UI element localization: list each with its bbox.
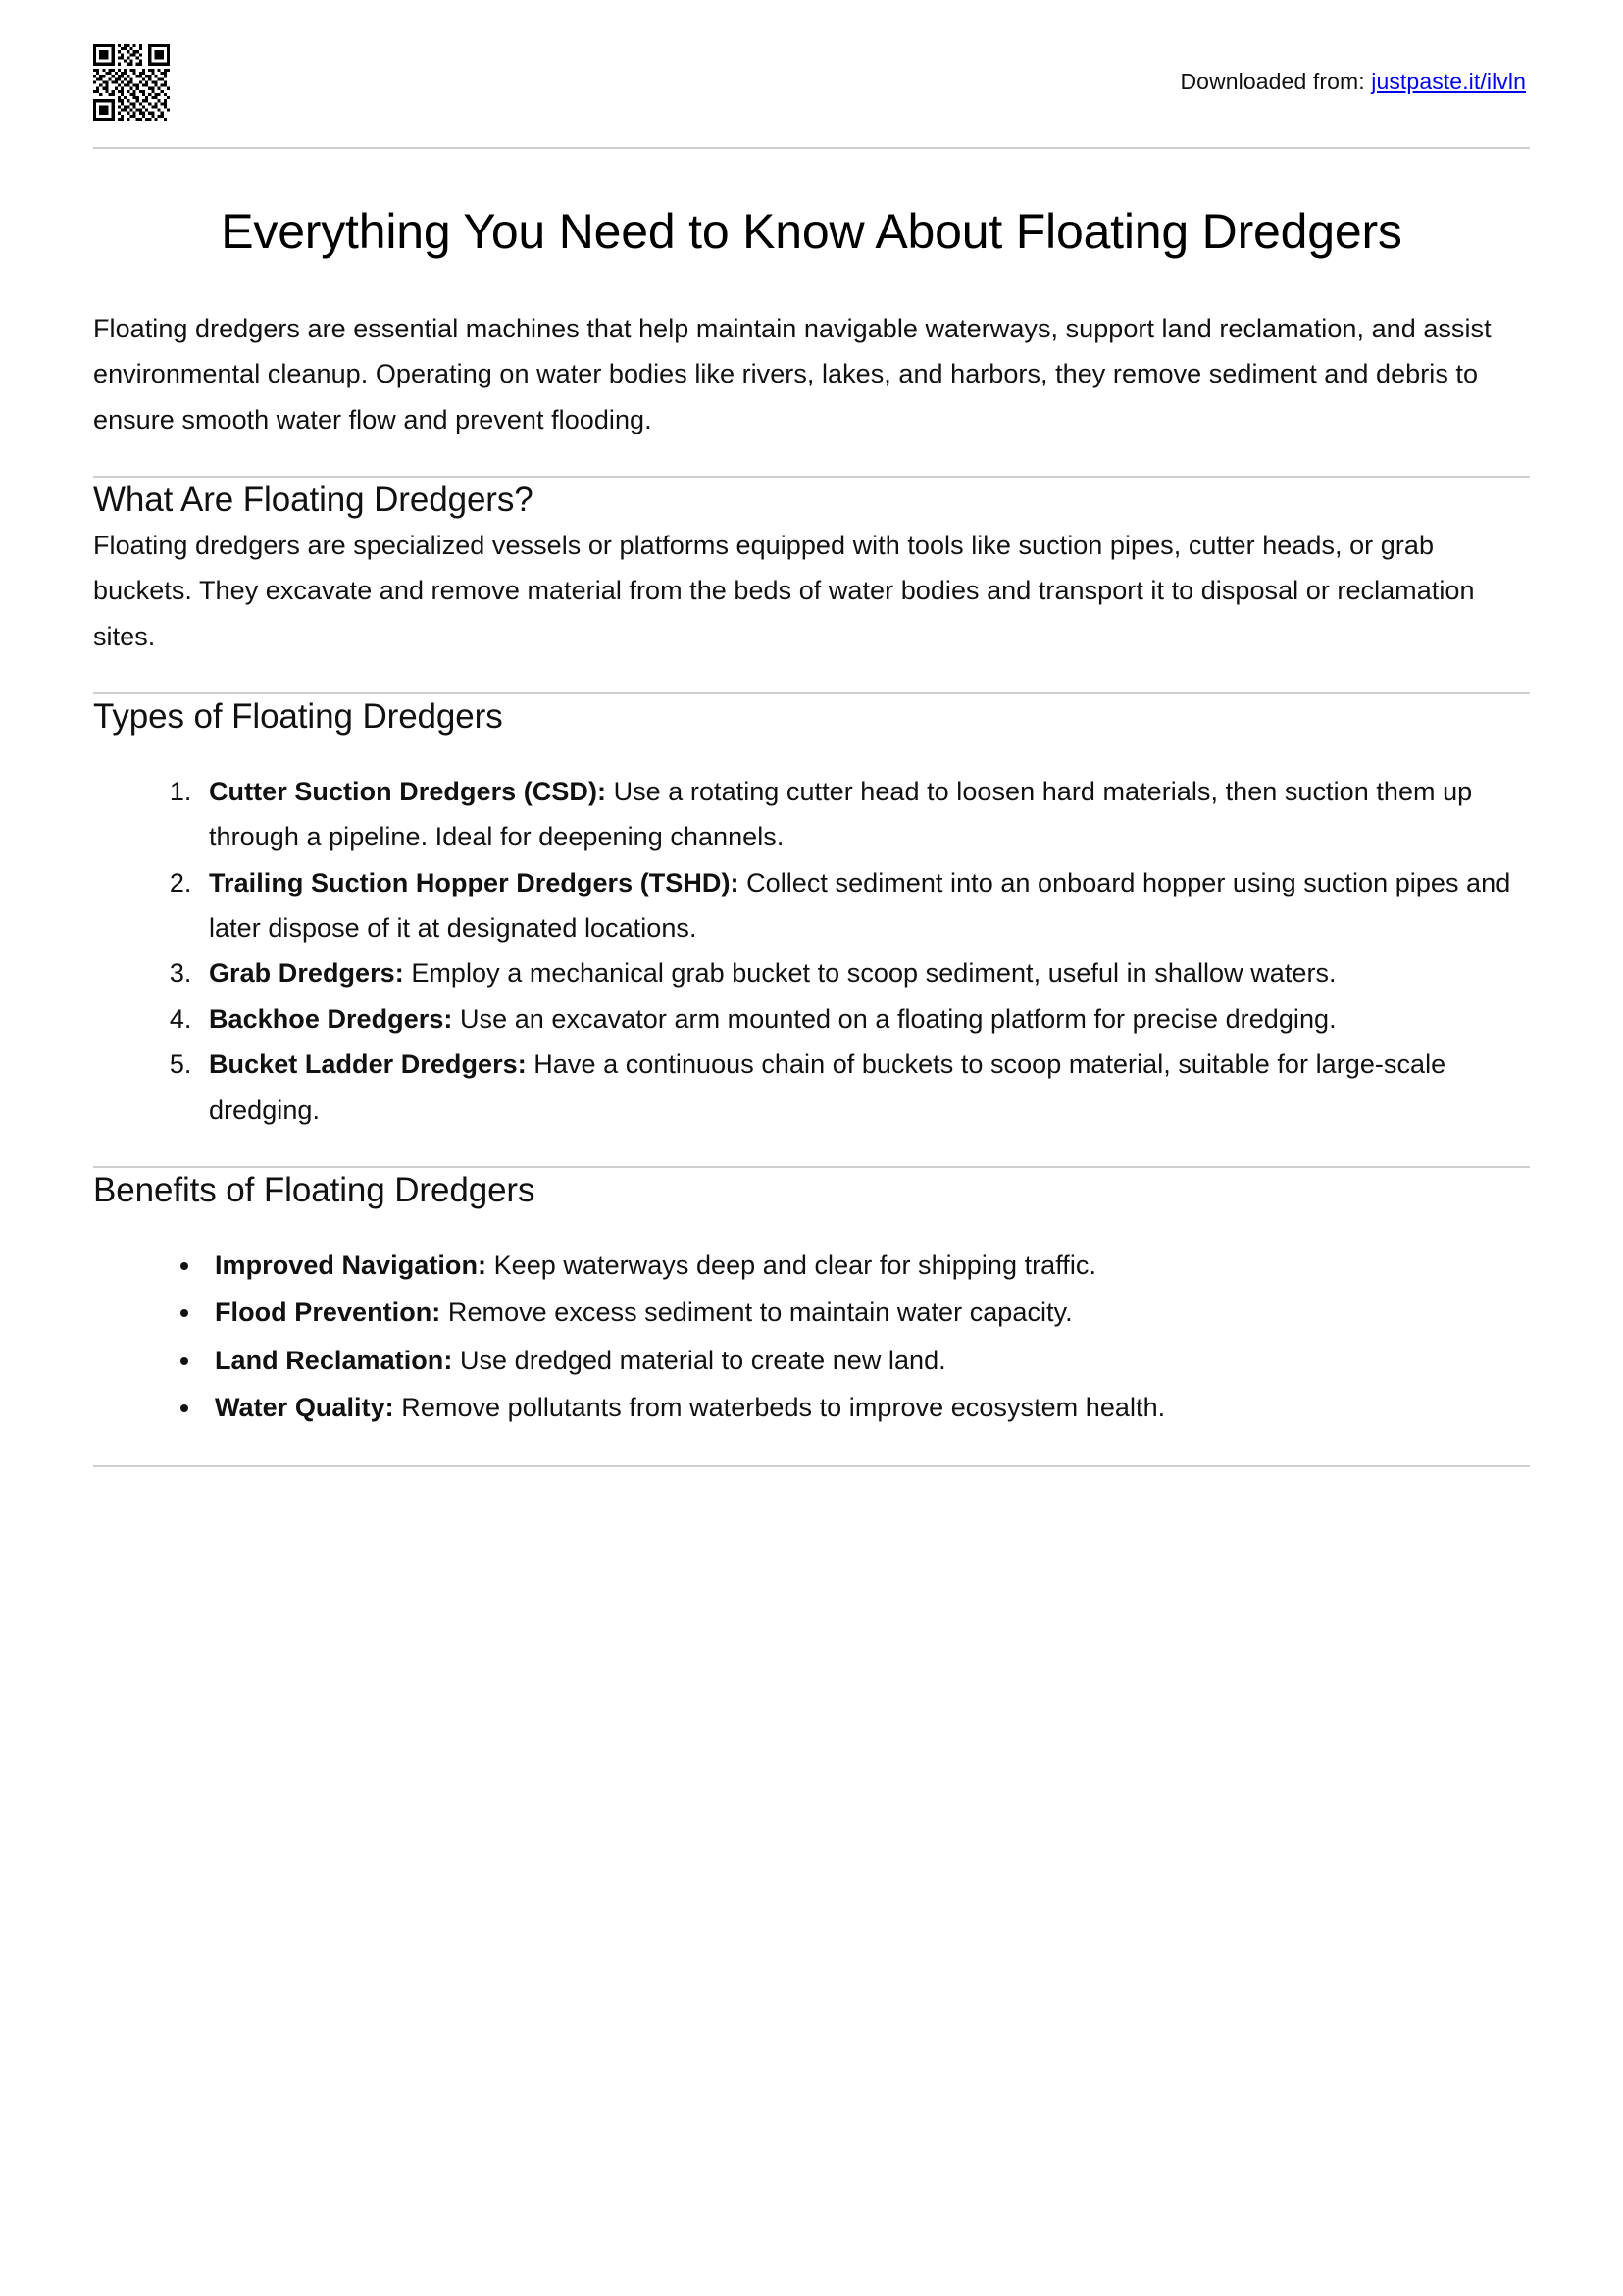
document-header bbox=[93, 0, 1530, 147]
download-source-line bbox=[1180, 69, 1530, 96]
list-item-lead: Cutter Suction Dredgers (CSD): bbox=[209, 776, 607, 806]
list-item-text: Collect sediment into an onboard hopper using suction pipes and later dispose of it at designated locations. bbox=[209, 867, 1511, 943]
list-item-text: Keep waterways deep and clear for shipping traffic. bbox=[486, 1250, 1096, 1280]
list-item-text: Have a continuous chain of buckets to scoop material, suitable for large-scale dredging. bbox=[209, 1049, 1446, 1125]
list-item-text: Remove excess sediment to maintain water capacity. bbox=[440, 1298, 1073, 1328]
list-item-lead: Trailing Suction Hopper Dredgers (TSHD): bbox=[209, 867, 739, 897]
list-item bbox=[199, 996, 1530, 1042]
list-item bbox=[203, 1338, 1530, 1383]
list-item-text: Employ a mechanical grab bucket to scoop sediment, useful in shallow waters. bbox=[403, 958, 1337, 989]
header-divider bbox=[93, 147, 1530, 149]
list-item-lead: Grab Dredgers: bbox=[209, 958, 404, 989]
list-item-lead: Flood Prevention: bbox=[215, 1298, 441, 1328]
list-item-lead: Land Reclamation: bbox=[215, 1345, 453, 1375]
spacer bbox=[93, 1432, 1530, 1465]
section-heading-types: Types of Floating Dredgers bbox=[93, 697, 503, 737]
list-item-lead: Improved Navigation: bbox=[215, 1250, 487, 1280]
benefits-list bbox=[93, 1243, 1530, 1431]
intro-paragraph: Floating dredgers are essential machines that help maintain navigable waterways, support land reclamation, and assist environmental cleanup. Operating on water bodies like rivers, lakes, and harbors, they remove sediment and debris to ensure smooth water flow and prevent flooding. bbox=[93, 314, 1492, 434]
list-item-lead: Backhoe Dredgers: bbox=[209, 1003, 453, 1034]
list-item bbox=[199, 950, 1530, 995]
list-item bbox=[203, 1385, 1530, 1430]
list-item bbox=[199, 860, 1530, 951]
page-title: Everything You Need to Know About Floating Dredgers bbox=[221, 204, 1402, 259]
list-item bbox=[199, 1042, 1530, 1133]
types-list bbox=[93, 769, 1530, 1134]
list-item bbox=[199, 769, 1530, 860]
list-item-text: Use a rotating cutter head to loosen hard materials, then suction them up through a pipeline. Ideal for deepening channels. bbox=[209, 776, 1473, 852]
benefits-divider bbox=[93, 1465, 1530, 1467]
list-item-text: Use an excavator arm mounted on a floating platform for precise dredging. bbox=[452, 1003, 1337, 1034]
list-item-lead: Water Quality: bbox=[215, 1392, 394, 1422]
list-item bbox=[203, 1290, 1530, 1335]
qr-code-icon bbox=[93, 44, 170, 121]
download-label: Downloaded from: bbox=[1180, 69, 1365, 95]
list-item-text: Use dredged material to create new land. bbox=[452, 1345, 946, 1375]
section-heading-what-are: What Are Floating Dredgers? bbox=[93, 481, 533, 520]
section-heading-benefits: Benefits of Floating Dredgers bbox=[93, 1171, 535, 1210]
spacer bbox=[93, 659, 1530, 692]
section-paragraph-what-are: Floating dredgers are specialized vessels or platforms equipped with tools like suction pipes, cutter heads, or grab buckets. They excavate and remove material from the beds of water bodies and transport it to disposal or reclamation sites. bbox=[93, 530, 1475, 651]
spacer bbox=[93, 442, 1530, 476]
source-url-link[interactable]: justpaste.it/ilvln bbox=[1371, 69, 1526, 95]
spacer bbox=[93, 1133, 1530, 1166]
list-item bbox=[203, 1243, 1530, 1288]
list-item-lead: Bucket Ladder Dredgers: bbox=[209, 1049, 527, 1080]
list-item-text: Remove pollutants from waterbeds to improve ecosystem health. bbox=[393, 1392, 1166, 1422]
